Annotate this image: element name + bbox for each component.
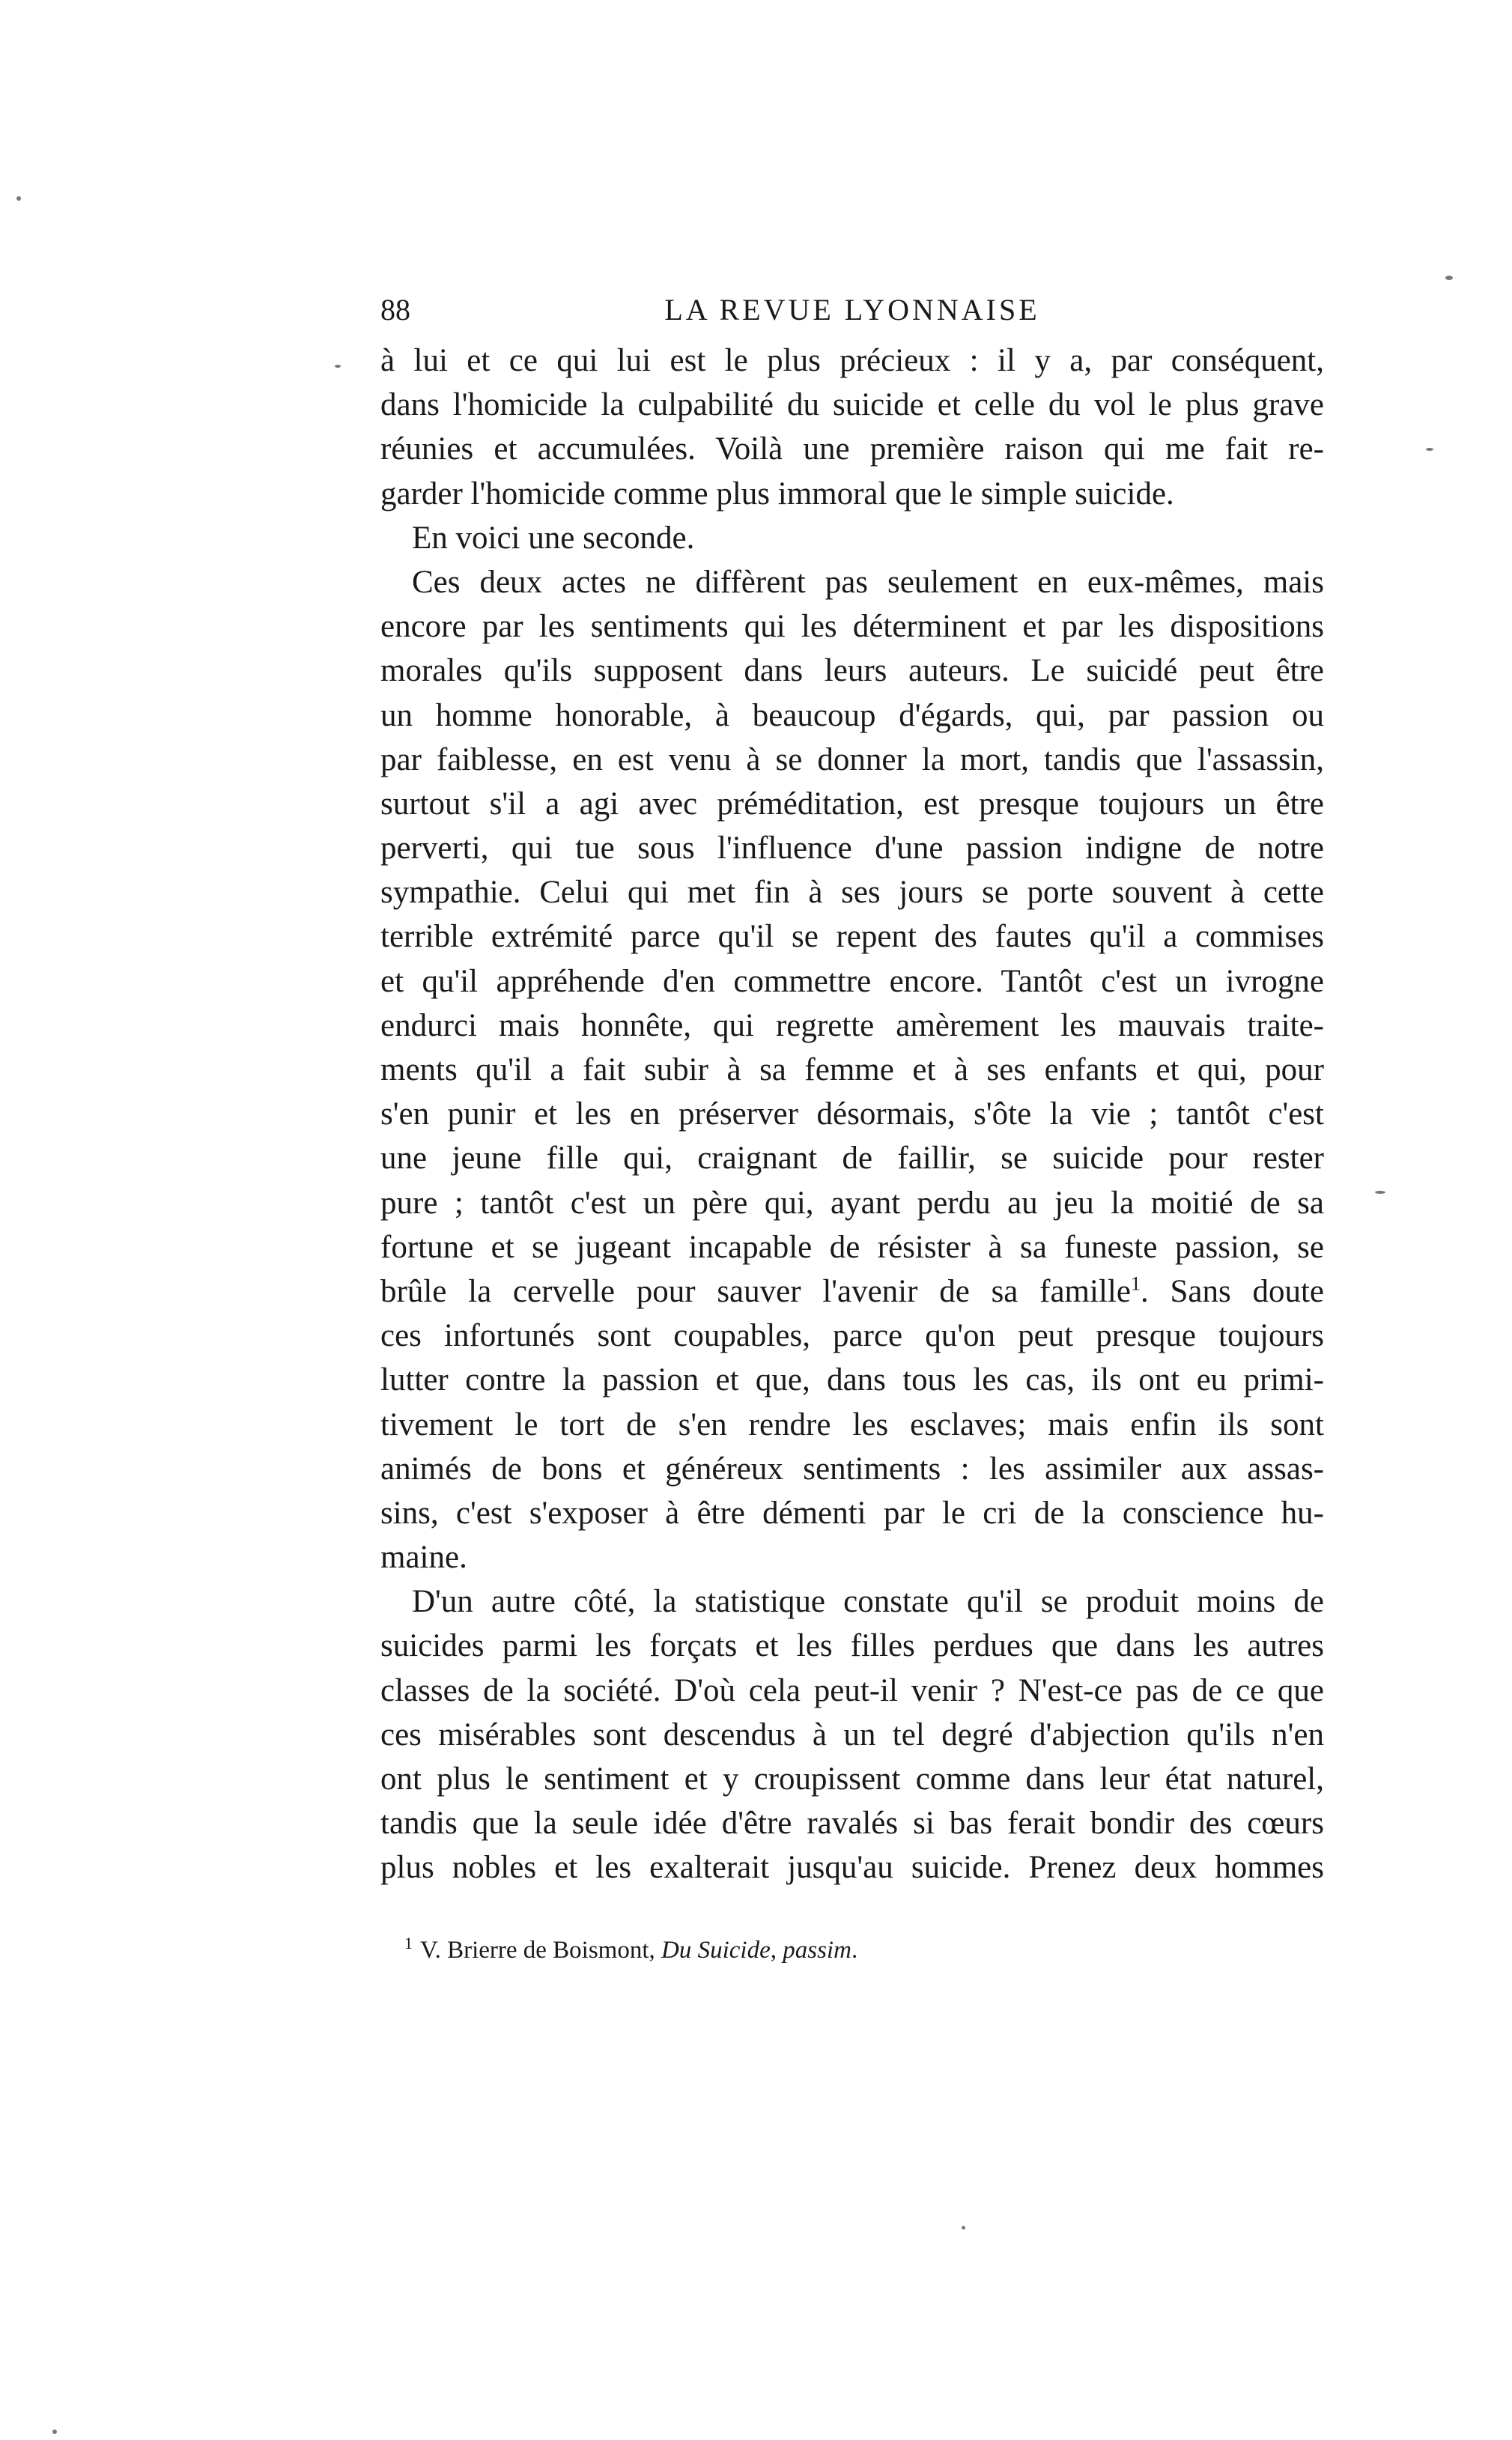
text-line: ments qu'il a fait subir à sa femme et à ses enfants et qui, pour	[380, 1052, 1324, 1087]
text-line: et qu'il appréhende d'en commettre encore. Tantôt c'est un ivrogne	[380, 963, 1324, 999]
text-line: réunies et accumulées. Voilà une première raison qui me fait re-	[380, 431, 1324, 467]
scan-speck	[962, 2226, 965, 2230]
text-line: En voici une seconde.	[412, 520, 695, 556]
text-line: maine.	[380, 1540, 467, 1576]
text-line: lutter contre la passion et que, dans tous les cas, ils ont eu primi-	[380, 1362, 1324, 1398]
text-line: à lui et ce qui lui est le plus précieux : il y a, par conséquent,	[380, 343, 1324, 378]
text-line: D'un autre côté, la statistique constate qu'il se produit moins de	[412, 1584, 1324, 1620]
scan-speck	[1375, 1191, 1385, 1194]
text-line: encore par les sentiments qui les déterminent et par les dispositions	[380, 609, 1324, 645]
text-fragment: . Sans doute	[1140, 1273, 1324, 1309]
footnote-end: .	[851, 1937, 858, 1964]
text-line: terrible extrémité parce qu'il se repent des fautes qu'il a commises	[380, 919, 1324, 955]
scan-speck	[1426, 448, 1433, 451]
text-line: un homme honorable, à beaucoup d'égards, qui, par passion ou	[380, 697, 1324, 733]
body-text	[380, 339, 1324, 1890]
text-line: perverti, qui tue sous l'influence d'une passion indigne de notre	[380, 831, 1324, 867]
text-line: par faiblesse, en est venu à se donner la mort, tandis que l'assassin,	[380, 741, 1324, 777]
text-line: morales qu'ils supposent dans leurs auteurs. Le suicidé peut être	[380, 653, 1324, 689]
scan-speck	[335, 365, 341, 368]
text-line: sins, c'est s'exposer à être démenti par le cri de la conscience hu-	[380, 1495, 1324, 1531]
text-line: suicides parmi les forçats et les filles perdues que dans les autres	[380, 1628, 1324, 1664]
text-line: garder l'homicide comme plus immoral que le simple suicide.	[380, 476, 1174, 512]
footnote-text: V. Brierre de Boismont,	[420, 1937, 662, 1964]
running-head	[380, 288, 1324, 333]
footnote-mark: 1	[404, 1934, 413, 1952]
text-line-with-footnote-ref	[380, 1269, 1324, 1314]
footnote	[404, 1925, 1303, 1969]
text-line: tandis que la seule idée d'être ravalés si bas ferait bondir des cœurs	[380, 1806, 1324, 1842]
text-line: classes de la société. D'où cela peut-il venir ? N'est-ce pas de ce que	[380, 1672, 1324, 1708]
footnote-reference: 1	[1130, 1272, 1141, 1295]
scan-speck	[52, 2430, 57, 2434]
text-line: dans l'homicide la culpabilité du suicide et celle du vol le plus grave	[380, 387, 1324, 423]
text-line: animés de bons et généreux sentiments : les assimiler aux assas-	[380, 1451, 1324, 1487]
text-line: s'en punir et les en préserver désormais, s'ôte la vie ; tantôt c'est	[380, 1096, 1324, 1132]
scan-speck	[1445, 276, 1453, 280]
text-line: Ces deux actes ne diffèrent pas seulement en eux-mêmes, mais	[412, 564, 1324, 600]
text-line: ces misérables sont descendus à un tel degré d'abjection qu'ils n'en	[380, 1717, 1324, 1752]
text-line: endurci mais honnête, qui regrette amèrement les mauvais traite-	[380, 1007, 1324, 1043]
text-line: une jeune fille qui, craignant de faillir, se suicide pour rester	[380, 1141, 1324, 1177]
scan-speck	[16, 196, 21, 201]
footnote-italic-title: Du Suicide	[661, 1937, 771, 1964]
text-line: tivement le tort de s'en rendre les esclaves; mais enfin ils sont	[380, 1406, 1324, 1442]
text-line: sympathie. Celui qui met fin à ses jours se porte souvent à cette	[380, 875, 1324, 911]
text-line: fortune et se jugeant incapable de résister à sa funeste passion, se	[380, 1229, 1324, 1265]
text-line: ont plus le sentiment et y croupissent comme dans leur état naturel,	[380, 1761, 1324, 1797]
footnote-italic-passim: passim	[783, 1937, 851, 1964]
text-fragment: brûle la cervelle pour sauver l'avenir de sa famille	[380, 1273, 1131, 1309]
text-line: surtout s'il a agi avec préméditation, est presque toujours un être	[380, 786, 1324, 822]
footnote-separator: ,	[770, 1937, 783, 1964]
text-line: pure ; tantôt c'est un père qui, ayant perdu au jeu la moitié de sa	[380, 1185, 1324, 1221]
page-number: 88	[380, 293, 410, 327]
text-line: ces infortunés sont coupables, parce qu'on peut presque toujours	[380, 1318, 1324, 1354]
journal-title: LA REVUE LYONNAISE	[664, 293, 1040, 327]
text-line: plus nobles et les exalterait jusqu'au suicide. Prenez deux hommes	[380, 1850, 1324, 1886]
